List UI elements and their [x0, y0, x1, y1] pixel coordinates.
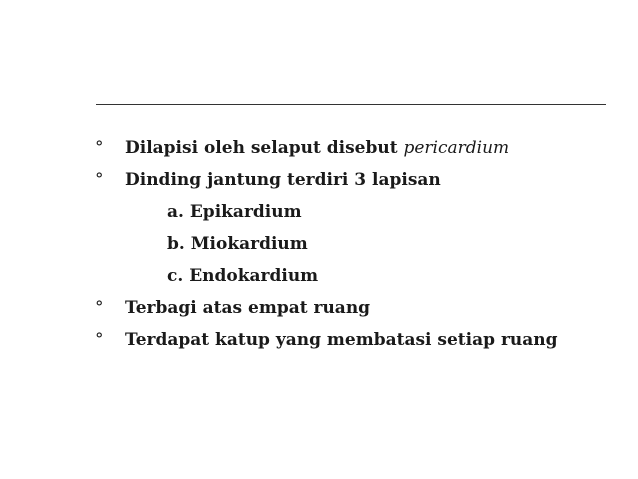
bullet-text: Dinding jantung terdiri 3 lapisan [125, 170, 441, 190]
pericardium-term: pericardium [403, 138, 510, 158]
sub-item-endokardium [95, 262, 625, 294]
bullet-item-chambers [95, 294, 625, 326]
bullet-text-main: Dilapisi oleh selaput disebut [125, 138, 404, 158]
bullet-marker: ° [95, 298, 104, 318]
horizontal-rule [96, 104, 606, 105]
bullet-text [125, 134, 509, 162]
bullet-marker: ° [95, 138, 104, 158]
bullet-item-layers [95, 166, 625, 198]
bullet-text: Terbagi atas empat ruang [125, 298, 371, 318]
bullet-item-pericardium [95, 134, 625, 166]
bullet-list [95, 134, 625, 358]
sub-item-epikardium [95, 198, 625, 230]
bullet-item-valves [95, 326, 625, 358]
sub-item-text: b. Miokardium [167, 234, 308, 254]
bullet-marker: ° [95, 170, 104, 190]
sub-item-text: c. Endokardium [167, 266, 319, 286]
bullet-text: Terdapat katup yang membatasi setiap ruang [125, 330, 558, 350]
bullet-marker: ° [95, 330, 104, 350]
sub-item-text: a. Epikardium [167, 202, 302, 222]
sub-item-miokardium [95, 230, 625, 262]
